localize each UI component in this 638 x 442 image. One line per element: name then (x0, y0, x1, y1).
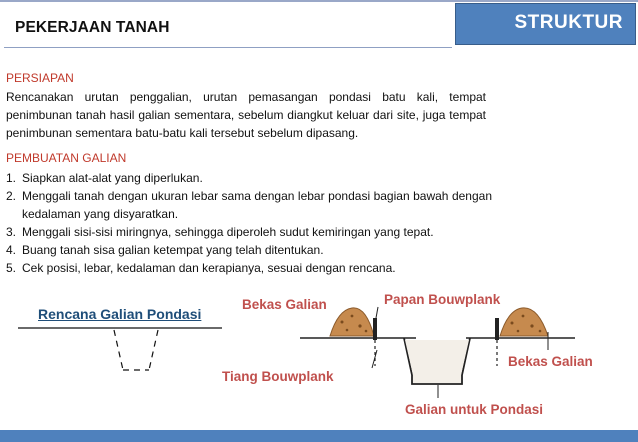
step-number: 1. (6, 171, 17, 185)
soil-pile-right (500, 308, 548, 336)
list-item (6, 223, 492, 241)
step-number: 4. (6, 243, 17, 257)
pembuatan-heading: PEMBUATAN GALIAN (6, 151, 127, 165)
step-number: 5. (6, 261, 17, 275)
section-tag: STRUKTUR (455, 3, 636, 45)
tiang-bouwplank-label: Tiang Bouwplank (222, 369, 334, 384)
steps-list (6, 169, 492, 277)
persiapan-text: Rencanakan urutan penggalian, urutan pemasangan pondasi batu kali, tempat penimbunan tanah hasil galian sementara, sebelum diangkut keluar dari site, juga tempat penimbunan sementara batu-batu kali tersebut sebelum dipasang. (6, 90, 486, 140)
plan-label: Rencana Galian Pondasi (38, 306, 202, 322)
plan-trench-outline (18, 328, 222, 370)
bekas-galian-left-label: Bekas Galian (242, 297, 327, 312)
bekas-galian-right-label: Bekas Galian (508, 354, 593, 369)
step-text: Menggali sisi-sisi miringnya, sehingga diperoleh sudut kemiringan yang tepat. (22, 225, 434, 239)
step-text: Menggali tanah dengan ukuran lebar sama dengan lebar pondasi bagian bawah dengan kedalaman yang disyaratkan. (22, 189, 492, 221)
list-item (6, 259, 492, 277)
footer-bar (0, 430, 638, 442)
list-item (6, 169, 492, 187)
step-text: Siapkan alat-alat yang diperlukan. (22, 171, 203, 185)
galian-pondasi-label: Galian untuk Pondasi (405, 402, 544, 417)
persiapan-heading: PERSIAPAN (6, 71, 74, 85)
step-text: Cek posisi, lebar, kedalaman dan kerapianya, sesuai dengan rencana. (22, 261, 396, 275)
list-item (6, 187, 492, 223)
step-number: 3. (6, 225, 17, 239)
bouwplank-post-right (495, 318, 499, 366)
list-item (6, 241, 492, 259)
soil-pile-left (330, 308, 374, 336)
page-title: PEKERJAAN TANAH (15, 19, 170, 36)
title-divider (4, 47, 452, 48)
papan-bouwplank-label: Papan Bouwplank (384, 292, 501, 307)
trench-fill (405, 340, 469, 383)
top-border (0, 0, 638, 2)
step-number: 2. (6, 189, 17, 203)
step-text: Buang tanah sisa galian ketempat yang telah ditentukan. (22, 243, 324, 257)
